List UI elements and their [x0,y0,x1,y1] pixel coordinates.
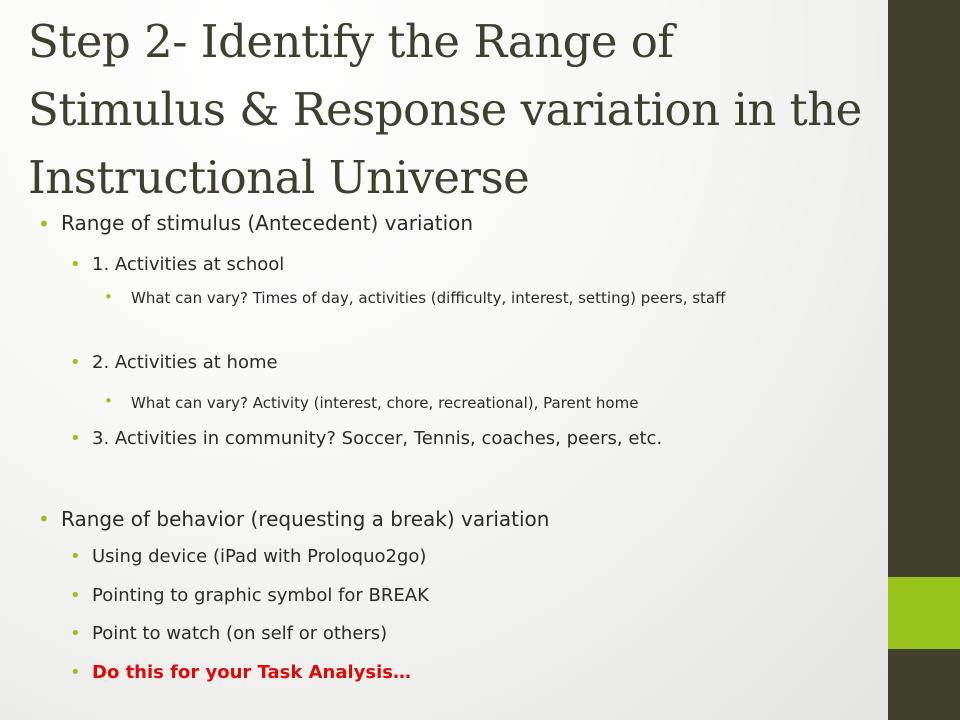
bullet-range-stimulus: Range of stimulus (Antecedent) variation [61,211,474,235]
sidebar-accent-square [888,577,960,649]
bullet-dot: • [70,662,81,683]
bullet-dot: • [38,212,50,236]
bullet-dot: • [70,585,81,606]
bullet-activities-school: 1. Activities at school [92,254,285,275]
bullet-home-vary: What can vary? Activity (interest, chore, recreational), Parent home [131,394,639,412]
bullet-dot: • [104,392,113,410]
bullet-dot: • [70,623,81,644]
bullet-school-vary: What can vary? Times of day, activities (difficulty, interest, setting) peers, staff [131,289,726,307]
bullet-using-device: Using device (iPad with Proloquo2go) [92,546,427,567]
bullet-point-watch: Point to watch (on self or others) [92,623,388,644]
slide-title: Step 2- Identify the Range of Stimulus & Response variation in the Instructional Universe [28,15,862,204]
bullet-task-analysis: Do this for your Task Analysis… [92,662,411,683]
bullet-dot: • [70,352,81,373]
bullet-activities-community: 3. Activities in community? Soccer, Tennis, coaches, peers, etc. [92,428,663,449]
bullet-dot: • [38,507,50,531]
bullet-pointing-symbol: Pointing to graphic symbol for BREAK [92,585,429,606]
bullet-dot: • [70,254,81,275]
bullet-dot: • [70,546,81,567]
bullet-activities-home: 2. Activities at home [92,352,278,373]
bullet-range-behavior: Range of behavior (requesting a break) variation [61,507,550,531]
bullet-dot: • [104,288,113,306]
bullet-dot: • [70,428,81,449]
